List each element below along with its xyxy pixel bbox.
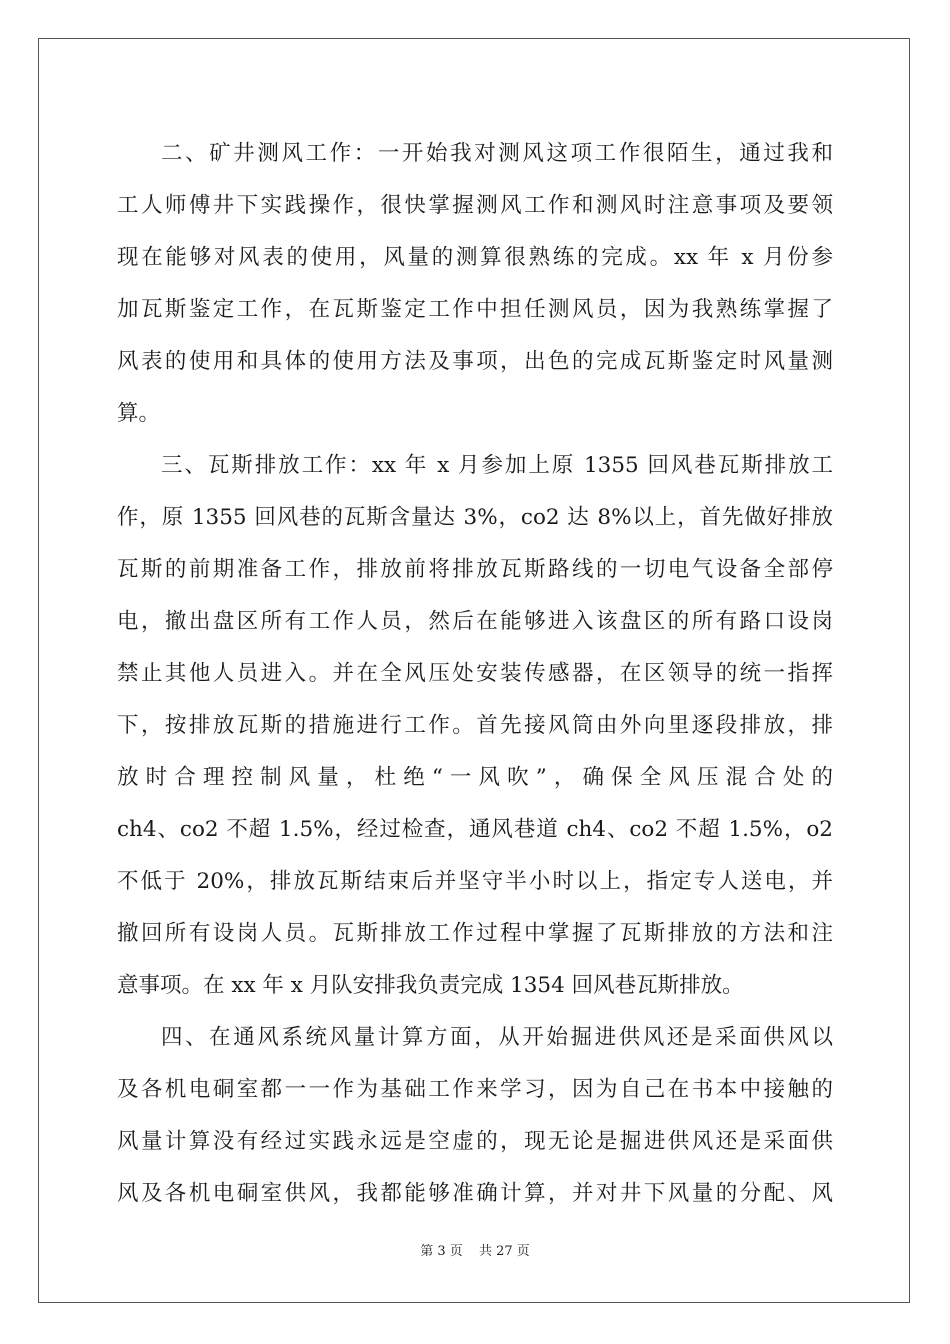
page-footer (0, 1240, 950, 1259)
text-line: 风表的使用和具体的使用方法及事项，出色的完成瓦斯鉴定时风量测 (117, 349, 833, 374)
text-line: 三、瓦斯排放工作：xx 年 x 月参加上原 1355 回风巷瓦斯排放工 (161, 453, 833, 478)
text-line: 撤回所有设岗人员。瓦斯排放工作过程中掌握了瓦斯排放的方法和注 (117, 921, 833, 946)
text-line: 加瓦斯鉴定工作，在瓦斯鉴定工作中担任测风员，因为我熟练掌握了 (117, 297, 833, 322)
text-line: 算。 (117, 401, 161, 426)
text-line: 瓦斯的前期准备工作，排放前将排放瓦斯路线的一切电气设备全部停 (117, 557, 833, 582)
text-line: 及各机电硐室都一一作为基础工作来学习，因为自己在书本中接触的 (117, 1077, 833, 1102)
paragraph-ventilation-measurement (117, 128, 833, 440)
text-line: 风量计算没有经过实践永远是空虚的，现无论是掘进供风还是采面供 (117, 1129, 833, 1154)
text-line: 电，撤出盘区所有工作人员，然后在能够进入该盘区的所有路口设岗 (117, 609, 833, 634)
document-body (117, 128, 833, 1220)
text-line: 现在能够对风表的使用，风量的测算很熟练的完成。xx 年 x 月份参 (117, 245, 833, 270)
text-line: 放时合理控制风量，杜绝“一风吹”，确保全风压混合处的 (117, 765, 833, 790)
text-line: 四、在通风系统风量计算方面，从开始掘进供风还是采面供风以 (161, 1025, 833, 1050)
text-line: 下，按排放瓦斯的措施进行工作。首先接风筒由外向里逐段排放，排 (117, 713, 833, 738)
text-line: 风及各机电硐室供风，我都能够准确计算，并对井下风量的分配、风 (117, 1181, 833, 1206)
text-line: 作，原 1355 回风巷的瓦斯含量达 3%，co2 达 8%以上，首先做好排放 (117, 505, 833, 530)
text-line: 禁止其他人员进入。并在全风压处安装传感器，在区领导的统一指挥 (117, 661, 833, 686)
paragraph-gas-discharge (117, 440, 833, 1012)
text-line: 工人师傅井下实践操作，很快掌握测风工作和测风时注意事项及要领 (117, 193, 833, 218)
paragraph-airflow-calculation (117, 1012, 833, 1220)
text-line: 二、矿井测风工作：一开始我对测风这项工作很陌生，通过我和 (161, 141, 833, 166)
text-line: ch4、co2 不超 1.5%，经过检查，通风巷道 ch4、co2 不超 1.5%，o2 (117, 817, 833, 842)
text-line: 不低于 20%，排放瓦斯结束后并坚守半小时以上，指定专人送电，并 (117, 869, 833, 894)
text-line: 意事项。在 xx 年 x 月队安排我负责完成 1354 回风巷瓦斯排放。 (117, 973, 744, 998)
page-total: 共 27 页 (478, 1244, 530, 1259)
page-number: 第 3 页 (420, 1244, 463, 1259)
